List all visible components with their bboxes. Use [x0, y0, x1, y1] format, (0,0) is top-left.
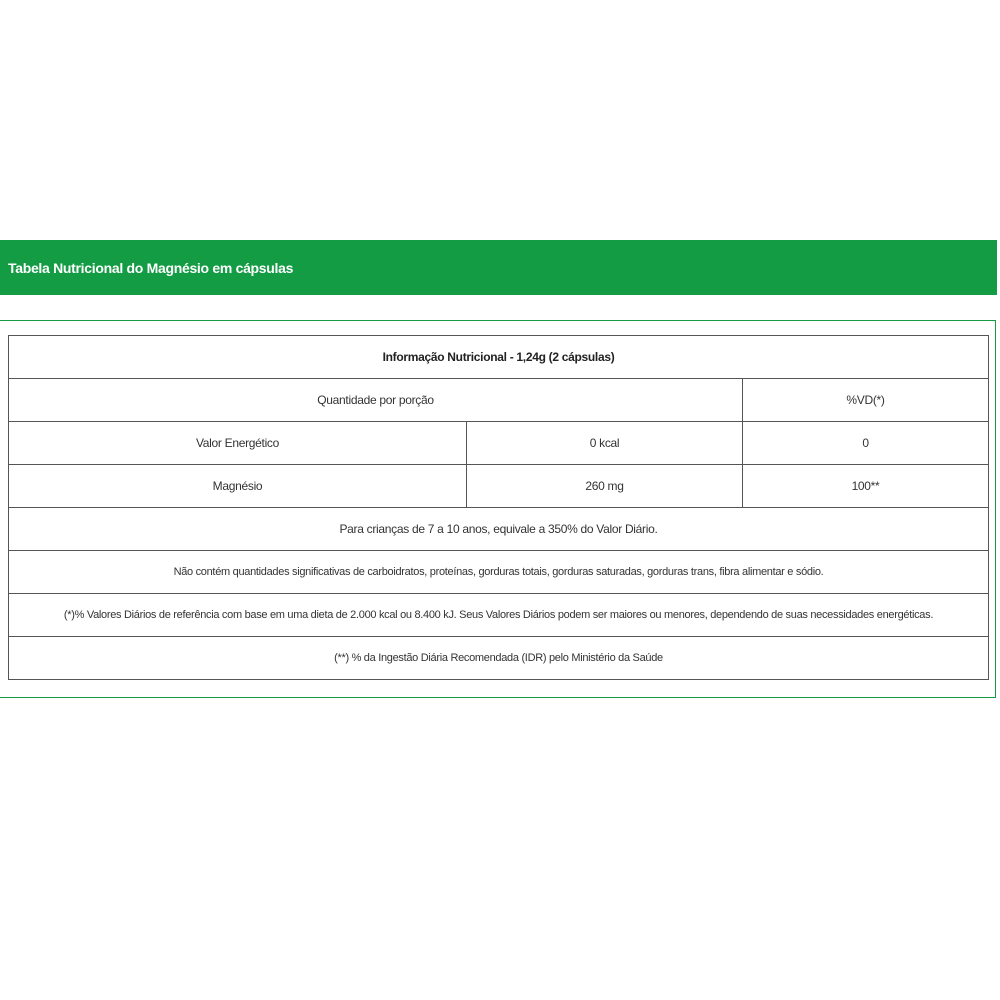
section-title: Tabela Nutricional do Magnésio em cápsulas: [8, 259, 294, 276]
nutrient-amount: 0 kcal: [467, 422, 743, 465]
note-idr: (**) % da Ingestão Diária Recomendada (IDR) pelo Ministério da Saúde: [9, 637, 989, 680]
table-header-row: [9, 379, 989, 422]
nutrient-name: Valor Energético: [9, 422, 467, 465]
table-title: Informação Nutricional - 1,24g (2 cápsulas): [9, 336, 989, 379]
nutrient-vd: 0: [743, 422, 989, 465]
nutrition-panel: [0, 320, 996, 698]
nutrient-name: Magnésio: [9, 465, 467, 508]
note-daily-values: (*)% Valores Diários de referência com base em uma dieta de 2.000 kcal ou 8.400 kJ. Seus Valores Diários podem ser maiores ou menores, dependendo de suas necessidades energéticas.: [9, 594, 989, 637]
note-children: Para crianças de 7 a 10 anos, equivale a 350% do Valor Diário.: [9, 508, 989, 551]
note-row: [9, 508, 989, 551]
note-not-significant: Não contém quantidades significativas de carboidratos, proteínas, gorduras totais, gorduras saturadas, gorduras trans, fibra alimentar e sódio.: [9, 551, 989, 594]
nutrition-table: [8, 335, 989, 680]
nutrient-amount: 260 mg: [467, 465, 743, 508]
note-row: [9, 594, 989, 637]
table-title-row: [9, 336, 989, 379]
note-row: [9, 551, 989, 594]
note-row: [9, 637, 989, 680]
section-header[interactable]: [0, 240, 997, 295]
quantity-header: Quantidade por porção: [9, 379, 743, 422]
nutrient-vd: 100**: [743, 465, 989, 508]
vd-header: %VD(*): [743, 379, 989, 422]
table-row: [9, 422, 989, 465]
table-row: [9, 465, 989, 508]
